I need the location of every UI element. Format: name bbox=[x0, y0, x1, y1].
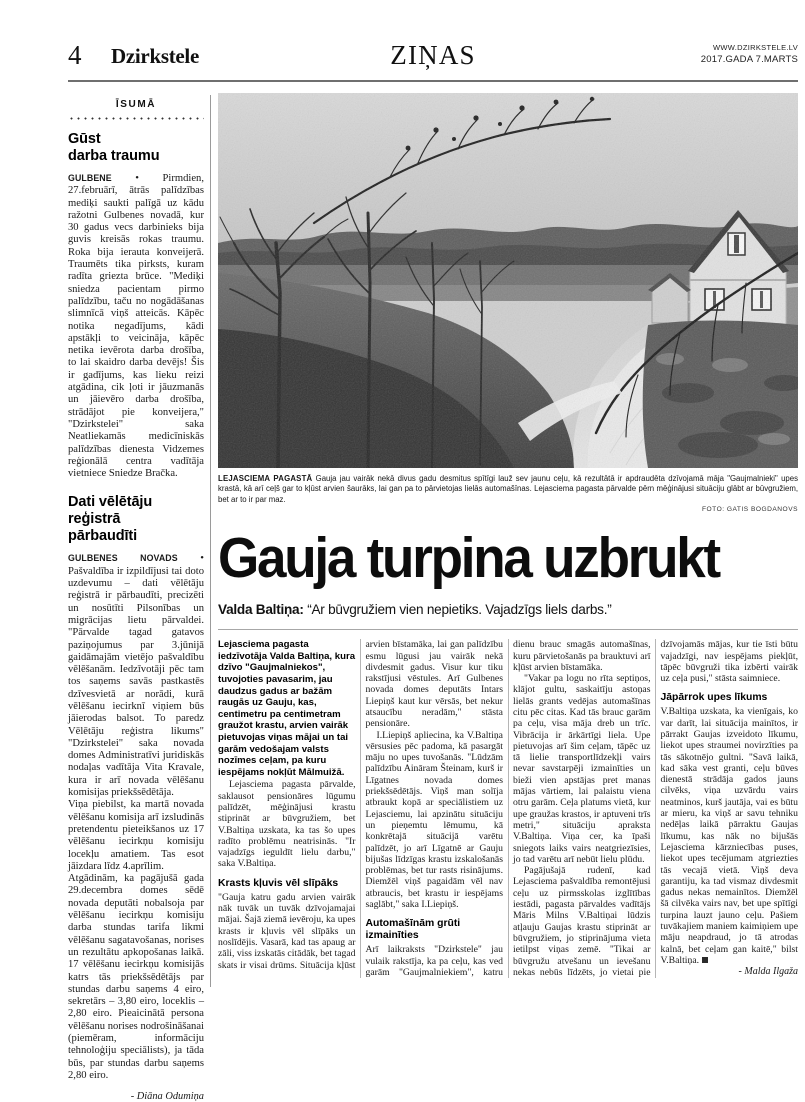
brief-text: Pirmdien, 27.februārī, ātrās palīdzības mediķi saukti palīgā uz kādu ražotni Gulbenes novadā, kur 30 gadus vecs darbinieks bija guvis kreisās rokas traumu. Roka bija ierauta konveijerā. Traumēts tika pirksts, kuram radīta griezta brūce. "Mediķi sniedza pacientam pirmo palīdzību, taču no nogādāšanas slimnīcā viņš atteicās. Kāpēc notika negadījums, kādi apstākļi to veicināja, kāpēc netika ievērota darba drošība, to lai skaidro darba devējs! Šis ir gadījums, kas lieku reizi atgādina, cik ļoti ir jāuzmanās un jāievēro darba drošība, strādājot pie konveijera," "Dzirkstelei" saka Neatliekamās medicīniskās palīdzības dienesta Vidzemes reģionālā centra vadītāja vietniece Sniedze Bračka. bbox=[68, 173, 204, 480]
brief-item bbox=[68, 494, 204, 1102]
brief-location: GULBENE bbox=[68, 173, 112, 183]
article-paragraph-final bbox=[661, 706, 799, 966]
article-paragraph: Pagājušajā rudenī, kad Lejasciema pašvaldība remontējusi ceļu uz pirmsskolas izglītības iestādi, pagasta pārvaldes vadītājs Māris Milns V.Baltiņai lūdzis atļauju Gaujas krastu stiprināt ar būvgružiem, jo stiprinājuma vieta ietilpst viņas zemē. "Tikai ar būvgružu atvešanu un ievešanu nekas nebūs līdzēts, jo vietai pie dzīvojamās mājas, kur tie īsti būtu vajadzīgi, nav iespējams piekļūt, tāpēc būvgruži tika izbērti vairāk uz ceļa pusi," stāsta saimniece. bbox=[513, 639, 798, 978]
article-section-heading: Jāpārrok upes līkums bbox=[660, 692, 768, 704]
photo-illustration bbox=[218, 93, 798, 468]
sidebar-briefs bbox=[68, 95, 204, 1102]
caption-text: Gauja jau vairāk nekā divus gadu desmitus spītīgi lauž sev jaunu ceļu, kā rezultātā ir apdraudēta dzīvojamā māja "Gaujmalnieki" upes krastā, kā arī ceļš gar to kļūst arvien šaurāks, lai gan pa to pārvietojas lielās automašīnas. Lejasciema pagasta pārvalde pērn mēģinājusi situāciju glābt ar būvgružiem, bet ar to ir par maz. bbox=[218, 474, 798, 504]
masthead-meta bbox=[701, 42, 798, 66]
publication-title: Dzirkstele bbox=[111, 44, 199, 68]
subhead-attribution: Valda Baltiņa: bbox=[218, 602, 304, 618]
brief-headline-line1: Dati vēlētāju reģistrā bbox=[68, 494, 153, 528]
dotted-divider bbox=[68, 117, 204, 120]
brief-headline bbox=[68, 494, 204, 545]
masthead-divider bbox=[68, 80, 798, 82]
article-paragraph: "Gauja katru gadu arvien vairāk nāk tuvāk un tuvāk dzīvojamajai mājai. Šajā ziemā ievēroju, ka upes krasts ir kļuvis vēl slīpāks un noslīdējis. Vasarā, kad tas apaug ar zāli, viss izskatās citādāk, bet tagad skats ir visai drūms. Situācija kļūst arvien bīstamāka, lai gan palīdzību esmu lūgusi jau vairāk nekā divdesmit gadus. Visur kur tiku rakstījusi vēstules. Arī Gulbenes novada domes deputāts Intars Liepiņš kaut kur vērsās, bet nekur atsaucību neradām," stāsta pensionāre. bbox=[218, 639, 503, 971]
article-paragraph: Lejasciema pagasta pārvalde, saklausot pensionāres lūgumu palīdzēt, mēģinājusi krastu stiprināt ar būvgružiem, bet V.Baltiņa uzskata, ka tas šo upes radīto problēmu neatrisinās. "Ir vajadzīgs ieguldīt lielu darbu," saka V.Baltiņa. bbox=[218, 779, 356, 870]
photo-credit: FOTO: GATIS BOGDANOVS bbox=[702, 505, 798, 513]
article-body-columns bbox=[218, 639, 798, 978]
article-section-heading: Krasts kļuvis vēl slīpāks bbox=[218, 877, 339, 889]
brief-spacer bbox=[68, 480, 204, 494]
brief-body: GULBENE • Pirmdien, 27.februārī, ātrās palīdzības mediķi saukti palīgā uz kādu ražotni Gulbenes novadā, kur 30 gadus vecs darbinieks bija guvis kreisās rokas traumu. Roka bija ierauta konveijerā. Traumēts tika pirksts, kuram radīta griezta brūce. "Mediķi sniedza pacientam pirmo palīdzību, taču no nogādāšanas slimnīcā viņš atteicās. Kāpēc notika negadījums, kādi apstākļi to veicināja, kāpēc netika ievērota darba drošība, to lai skaidro darba devējs! Šis ir gadījums, kas lieku reizi atgādina, cik ļoti ir jāuzmanās un jāievēro darba drošība, strādājot pie konveijera," "Dzirkstelei" saka Neatliekamās medicīniskās palīdzības dienesta Vidzemes reģionālā centra vadītāja vietniece Sniedze Bračka. bbox=[68, 173, 204, 480]
brief-body-3: Atgādinām, ka pagājušā gada 29.decembra domes sēdē novada deputāti nobalsoja par vēlēšanu iecirkņu komisiju darba stundas tarifa likmi vēlēšanu sagatavošanas, norises un rezultātu apkopošanas laikā. 17 vēlēšanu iecirkņu komisijās katrs tās priekšsēdētājs par stundas darbu saņems 4 eiro, sekretārs – 3,80 eiro, loceklis – 2,80 eiro. Pieaicinātā persona vēlēšanu norises nodrošināšanai (piemēram, informāciju tehnoloģiju speciālists), ja tāda būs, par stundas darbu saņems 2,80 eiro. bbox=[68, 873, 204, 1081]
brief-headline-line2: darba traumu bbox=[68, 148, 160, 164]
article-subhead bbox=[218, 601, 798, 618]
photo-caption bbox=[218, 474, 798, 513]
sidebar-divider bbox=[210, 95, 211, 987]
article-byline: - Malda Ilgaža bbox=[738, 966, 798, 978]
brief-headline bbox=[68, 131, 204, 165]
website-url: WWW.DZIRKSTELE.LV bbox=[713, 43, 798, 52]
page-number: 4 bbox=[68, 40, 82, 70]
headline-divider bbox=[218, 629, 798, 630]
sidebar-kicker: ĪSUMĀ bbox=[115, 99, 157, 110]
brief-headline-line2: pārbaudīti bbox=[68, 528, 138, 545]
brief-headline-line1: Gūst bbox=[68, 131, 101, 147]
article-paragraph-text: V.Baltiņa uzskata, ka vienīgais, ko var darīt, lai situācija mainītos, ir pārrakt Gaujas izveidoto līkumu, liekot upes straumei novirzīties pa tās sākotnējo gultni. "Savā laikā, kad sāka vest granti, ceļu būves dienestā strādāja gados jauns cilvēks, viņa uzvārdu vairs neatminos, kurš jautāja, vai es būtu ar mieru, ka viņš ar savu tehniku nedēļas laikā pārraktu Gaujas līkumu, kas nāk no bijušās Lejasciema kārzniecības puses, liekot upes tecējumam atgriezties tās vecajā vietā. Viņš deva garantiju, ka tad vismaz divdesmit gadus nekas nemainītos. Diemžēl šā cilvēka vairs nav, bet upe spītīgi turpina lauzt jauno ceļu. Pašiem tuvākajiem maniem kaimiņiem upe māju neapdraud, jo tā atrodas kalnā, bet ceļam gan kaitē," bilst V.Baltiņa. bbox=[660, 706, 798, 966]
article-paragraph: Arī laikraksts "Dzirkstele" jau vulaik rakstīja, ka pa ceļu, kas ved garām "Gaujmalniekiem", katru dienu brauc smagās automašīnas, kuru pārvietošanās pa brauktuvi arī kļūst arvien bīstamāka. bbox=[365, 639, 651, 978]
brief-location: GULBENES NOVADS bbox=[68, 553, 178, 564]
article-paragraph: I.Liepiņš apliecina, ka V.Baltiņa vērsusies pēc padoma, kā pasargāt māju no upes tuvošanās. "Lūdzām palīdzību Aināram Šteinam, kurš ir Līgatnes novada domes priekšsēdētājs. Viņš man solīja atbraukt kopā ar speciālistiem uz Lejasciemu, lai apzinātu situāciju un pieņemtu lēmumu, kā konkrētajā situācijā varētu palīdzēt, jo arī Līgatnē ar Gauju bijušas līdzīgas krastu izskalošanās problēmas, bet tur rasts risinājums. Diemžēl viņš pagaidām vēl nav atbraucis, bet krastu ir iespējams saglābt," saka I.Liepiņš. bbox=[365, 729, 503, 911]
article-section-heading: Automašīnām grūti izmainīties bbox=[365, 918, 461, 942]
article-headline: Gauja turpina uzbrukt bbox=[218, 526, 719, 591]
masthead bbox=[68, 38, 798, 78]
caption-location: LEJASCIEMA PAGASTĀ bbox=[218, 474, 313, 483]
brief-body-2: Viņa piebilst, ka martā novada vēlēšanu komisija arī izsludinās pretendentu pieteikšanos uz 17 vēlēšanu iecirkņu komisiju locekļu amatiem. Tas esot jāizdara līdz 4.aprīlim. bbox=[68, 799, 204, 872]
article-paragraph: "Vakar pa logu no rīta septiņos, klājot gultu, saskaitīju astoņas lielās grants vedējas automašīnas citu pēc citas. Kad tās brauc garām pa ceļu, visa māja dreb un trīc. Vibrācija ir ārkārtīgi liela. Upe pietuvojas arī šim ceļam, tāpēc uz tā lielie transportlīdzekļi vairs nevar savstarpēji izmainīties un bieži vien apstājas pret manas mājas vārtiem, lai palaistu viena otru garām. Ceļa platums vietā, kur upe graužas krastos, ir aptuveni trīs metri," situāciju apraksta V.Baltiņa. Viņa cer, ka īpaši sniegots laiks vairs neatgriezīsies, jo tad varētu arī nebūt lielu plūdu. bbox=[513, 673, 651, 865]
brief-byline: - Diāna Odumiņa bbox=[130, 1091, 204, 1102]
issue-date: 2017.GADA 7.MARTS bbox=[700, 54, 798, 65]
end-mark-icon bbox=[702, 957, 708, 963]
section-title: ZIŅAS bbox=[390, 40, 476, 70]
brief-item bbox=[68, 131, 204, 480]
article-lead: Lejasciema pagasta iedzīvotāja Valda Baltiņa, kura dzīvo "Gaujmalniekos", tuvojoties pavasarim, jau daudzus gadus ar bažām raugās uz Gauju, kas, centimetru pa centimetram graužot krastu, arvien vairāk pietuvojas viņas mājai un tai garām vedošajam valsts nozīmes ceļam, pa kuru iespējams nokļūt Mālmuižā. bbox=[218, 639, 356, 778]
article-photo bbox=[218, 93, 798, 468]
subhead-quote: “Ar būvgružiem vien nepietiks. Vajadzīgs liels darbs.” bbox=[307, 602, 612, 618]
main-article bbox=[218, 93, 798, 978]
brief-text: Pašvaldība ir izpildījusi tai doto uzdevumu – dati vēlētāju reģistrā ir pārbaudīti, precizēti un nosūtīti Pilsonības un migrācijas lietu pārvaldei. "Pārvalde tagad gatavos paziņojumus par 3.jūnijā gaidāmajām vietējo pašvaldību vēlēšanām. Iedzīvotāji pēc tam tos saņems savās pastkastēs dzīvesvietā ar norādi, kurā vēlēšanu iecirknī viņiem būs jāierodas balsot. To paredz Vēlētāju reģistra likums" "Dzirkstelei" saka novada domes Administratīvi juridiskās nodaļas vadītāja Vita Kravale, kura ir arī novada vēlēšanu komisijas priekšsēdētāja. bbox=[68, 565, 204, 799]
brief-body: GULBENES NOVADS • Pašvaldība ir izpildījusi tai doto uzdevumu – dati vēlētāju reģistrā ir pārbaudīti, precizēti un nosūtīti Pilsonības un migrācijas lietu pārvaldei. "Pārvalde tagad gatavos paziņojumus par 3.jūnijā gaidāmajām vietējo pašvaldību vēlēšanām. Iedzīvotāji pēc tam tos saņems savās pastkastēs dzīvesvietā ar norādi, kurā vēlēšanu iecirknī viņiem būs jāierodas balsot. To paredz Vēlētāju reģistra likums" "Dzirkstelei" saka novada domes Administratīvi juridiskās nodaļas vadītāja Vita Kravale, kura ir arī novada vēlēšanu komisijas priekšsēdētāja. bbox=[68, 553, 204, 799]
